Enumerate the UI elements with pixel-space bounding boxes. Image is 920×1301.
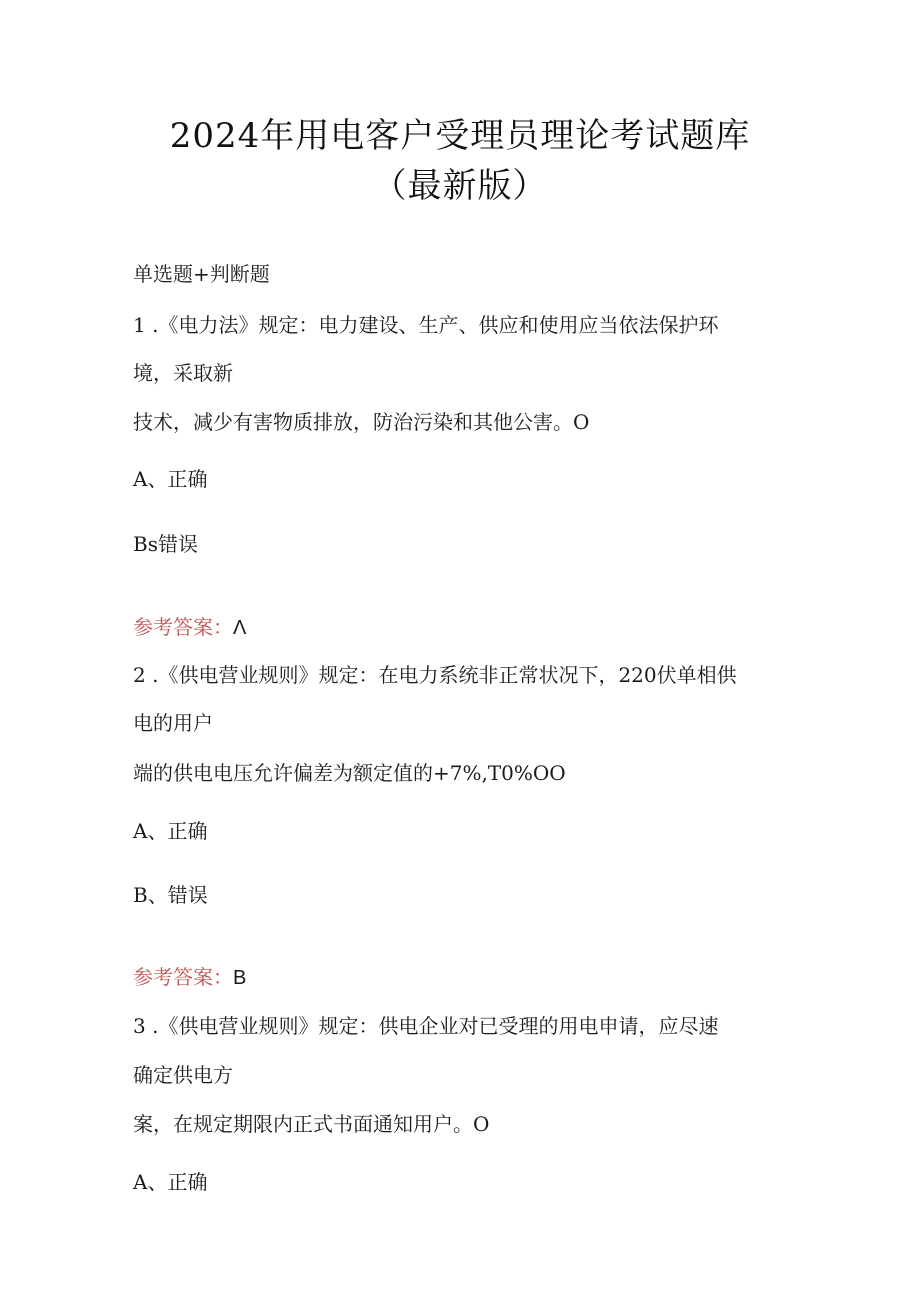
question-2-answer bbox=[133, 961, 246, 990]
question-1-answer-label: 参考答案： bbox=[133, 615, 233, 639]
question-3-text-line-1: 3 .《供电营业规则》规定：供电企业对已受理的用电申请，应尽速 bbox=[133, 1014, 719, 1038]
question-3-text-line-3: 案，在规定期限内正式书面通知用户。O bbox=[133, 1112, 490, 1136]
question-2-option-a: A、正确 bbox=[133, 819, 208, 843]
question-3-option-a: A、正确 bbox=[133, 1170, 208, 1194]
question-3-text-line-2: 确定供电方 bbox=[133, 1063, 233, 1087]
question-1-text-line-1: 1 .《电力法》规定：电力建设、生产、供应和使用应当依法保护环 bbox=[133, 313, 719, 337]
question-2-option-b: B、错误 bbox=[133, 883, 208, 907]
question-1-option-b: Bs错误 bbox=[133, 532, 198, 556]
question-1-answer-value: Λ bbox=[233, 617, 247, 639]
question-1-text-line-3: 技术，减少有害物质排放，防治污染和其他公害。O bbox=[133, 410, 590, 434]
question-2-answer-value: B bbox=[233, 967, 247, 989]
question-2-answer-label: 参考答案： bbox=[133, 965, 233, 989]
question-2-text-line-1: 2 .《供电营业规则》规定：在电力系统非正常状况下，220伏单相供 bbox=[133, 663, 737, 687]
document-title: 2024年用电客户受理员理论考试题库 bbox=[169, 116, 751, 156]
question-2-text-line-3: 端的供电电压允许偏差为额定值的+7%,T0%OO bbox=[133, 761, 566, 785]
section-heading: 单选题+判断题 bbox=[133, 262, 270, 286]
document-subtitle: （最新版） bbox=[372, 166, 548, 206]
question-2-text-line-2: 电的用户 bbox=[133, 711, 213, 735]
question-1-option-a: A、正确 bbox=[133, 467, 208, 491]
question-1-answer bbox=[133, 611, 246, 640]
question-1-text-line-2: 境，采取新 bbox=[133, 361, 233, 385]
